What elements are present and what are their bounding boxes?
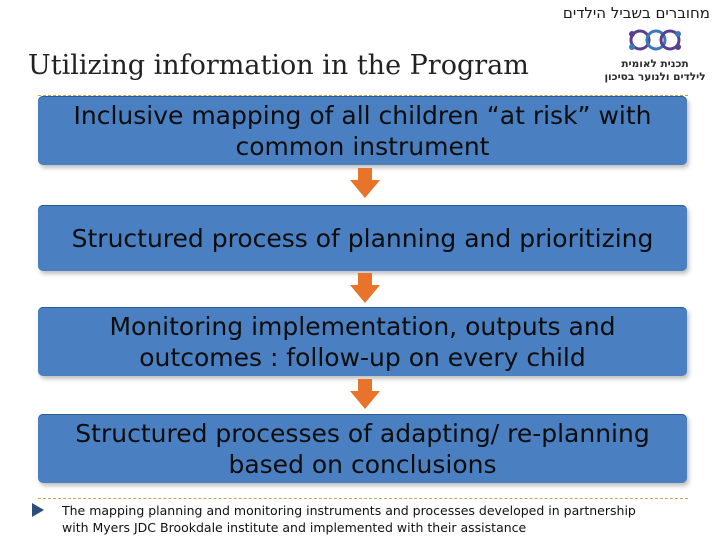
step-label-adapting: Structured processes of adapting/ re-planning based on conclusions	[75, 418, 650, 479]
footnote-text: The mapping planning and monitoring instruments and processes developed in partnership with Myers JDC Brookdale institute and implemented with their assistance	[62, 503, 636, 535]
step-label-mapping: Inclusive mapping of all children “at risk” with common instrument	[73, 100, 652, 161]
bullet-triangle-icon	[32, 503, 44, 517]
program-logo	[596, 26, 714, 84]
step-box-monitoring	[38, 307, 687, 376]
page-title: Utilizing information in the Program	[28, 50, 529, 81]
logo-emblem-icon	[596, 26, 714, 60]
down-arrow-icon	[350, 273, 380, 303]
step-box-mapping	[38, 96, 687, 165]
step-box-planning	[38, 205, 687, 271]
down-arrow-icon	[350, 168, 380, 198]
down-arrow-icon	[350, 379, 380, 409]
logo-text-line1: תכנית לאומית	[621, 58, 689, 70]
logo-text-line2: לילדים ולנוער בסיכון	[604, 71, 706, 83]
step-label-planning: Structured process of planning and prioritizing	[71, 223, 654, 253]
header-hebrew-text: מחוברים בשביל הילדים	[562, 4, 710, 22]
divider-bottom	[38, 498, 688, 499]
step-box-adapting	[38, 414, 687, 483]
step-label-monitoring: Monitoring implementation, outputs and outcomes : follow-up on every child	[109, 311, 616, 372]
